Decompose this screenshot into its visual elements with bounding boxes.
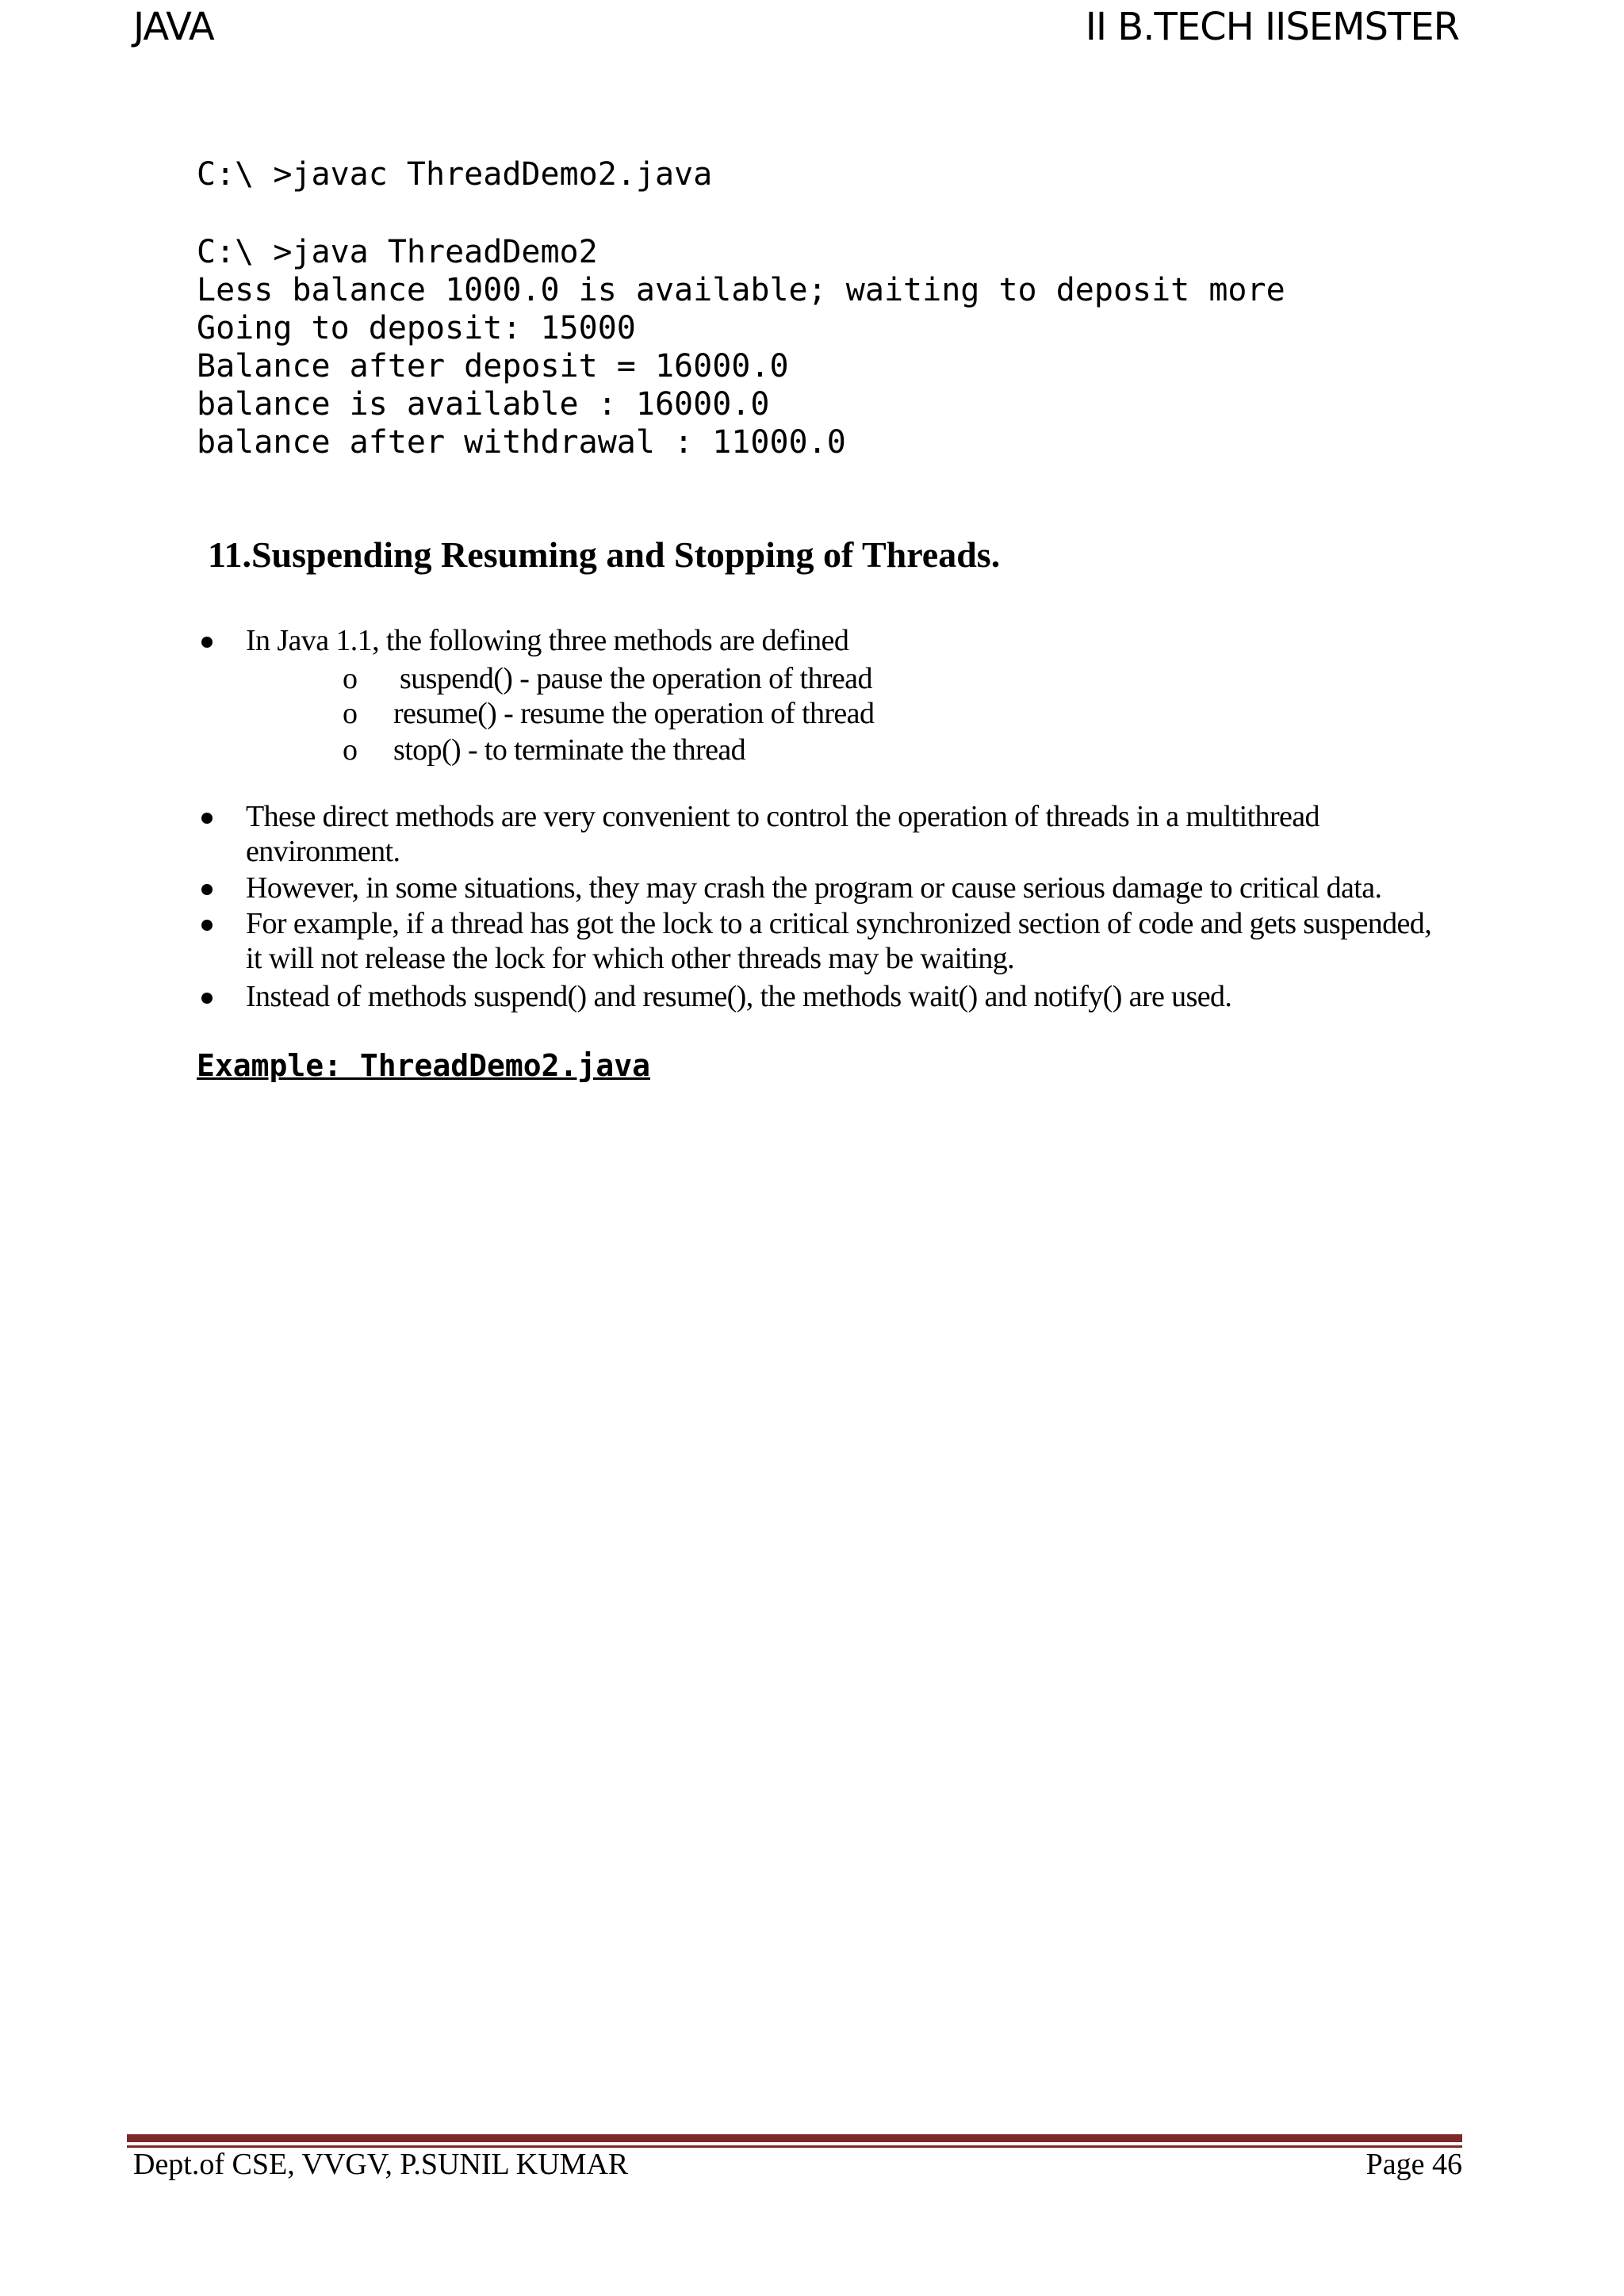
bullet-text: In Java 1.1, the following three methods are defined [246, 624, 849, 657]
section-heading: 11.Suspending Resuming and Stopping of Threads. [208, 534, 1001, 575]
console-output-line: Going to deposit: 15000 [197, 310, 636, 346]
page-number: Page 46 [1365, 2148, 1462, 2181]
bullet-marker [201, 813, 213, 824]
header-semester: II B.TECH IISEMSTER [1085, 5, 1459, 49]
footer-department: Dept.of CSE, VVGV, P.SUNIL KUMAR [133, 2148, 629, 2181]
header-course-title: JAVA [133, 5, 214, 49]
console-output-line: balance is available : 16000.0 [197, 386, 770, 423]
sub-bullet-marker: o [343, 733, 358, 767]
footer-rule-thick [127, 2134, 1462, 2142]
console-output-line: balance after withdrawal : 11000.0 [197, 424, 846, 461]
console-run-line: C:\ >java ThreadDemo2 [197, 234, 598, 270]
bullet-marker [201, 637, 213, 648]
sub-bullet-marker: o [343, 697, 358, 730]
bullet-text: For example, if a thread has got the lock to a critical synchronized section of code and gets suspended, it will not release the lock for which other threads may be waiting. [246, 907, 1432, 975]
example-label: Example: ThreadDemo2.java [197, 1048, 650, 1083]
bullet-text: These direct methods are very convenient to control the operation of threads in a multithread environment. [246, 800, 1320, 868]
console-output-line: Less balance 1000.0 is available; waiting to deposit more [197, 272, 1285, 308]
sub-bullet-text: suspend() - pause the operation of thread [400, 662, 872, 695]
bullet-marker [201, 884, 213, 895]
console-compile-line: C:\ >javac ThreadDemo2.java [197, 156, 713, 193]
sub-bullet-marker: o [343, 662, 358, 695]
bullet-text: However, in some situations, they may crash the program or cause serious damage to critical data. [246, 871, 1382, 905]
bullet-marker [201, 920, 213, 931]
sub-bullet-text: resume() - resume the operation of thread [393, 697, 875, 730]
bullet-text: Instead of methods suspend() and resume(), the methods wait() and notify() are used. [246, 980, 1232, 1013]
sub-bullet-text: stop() - to terminate the thread [393, 733, 746, 767]
console-output-line: Balance after deposit = 16000.0 [197, 348, 789, 385]
bullet-marker [201, 993, 213, 1004]
